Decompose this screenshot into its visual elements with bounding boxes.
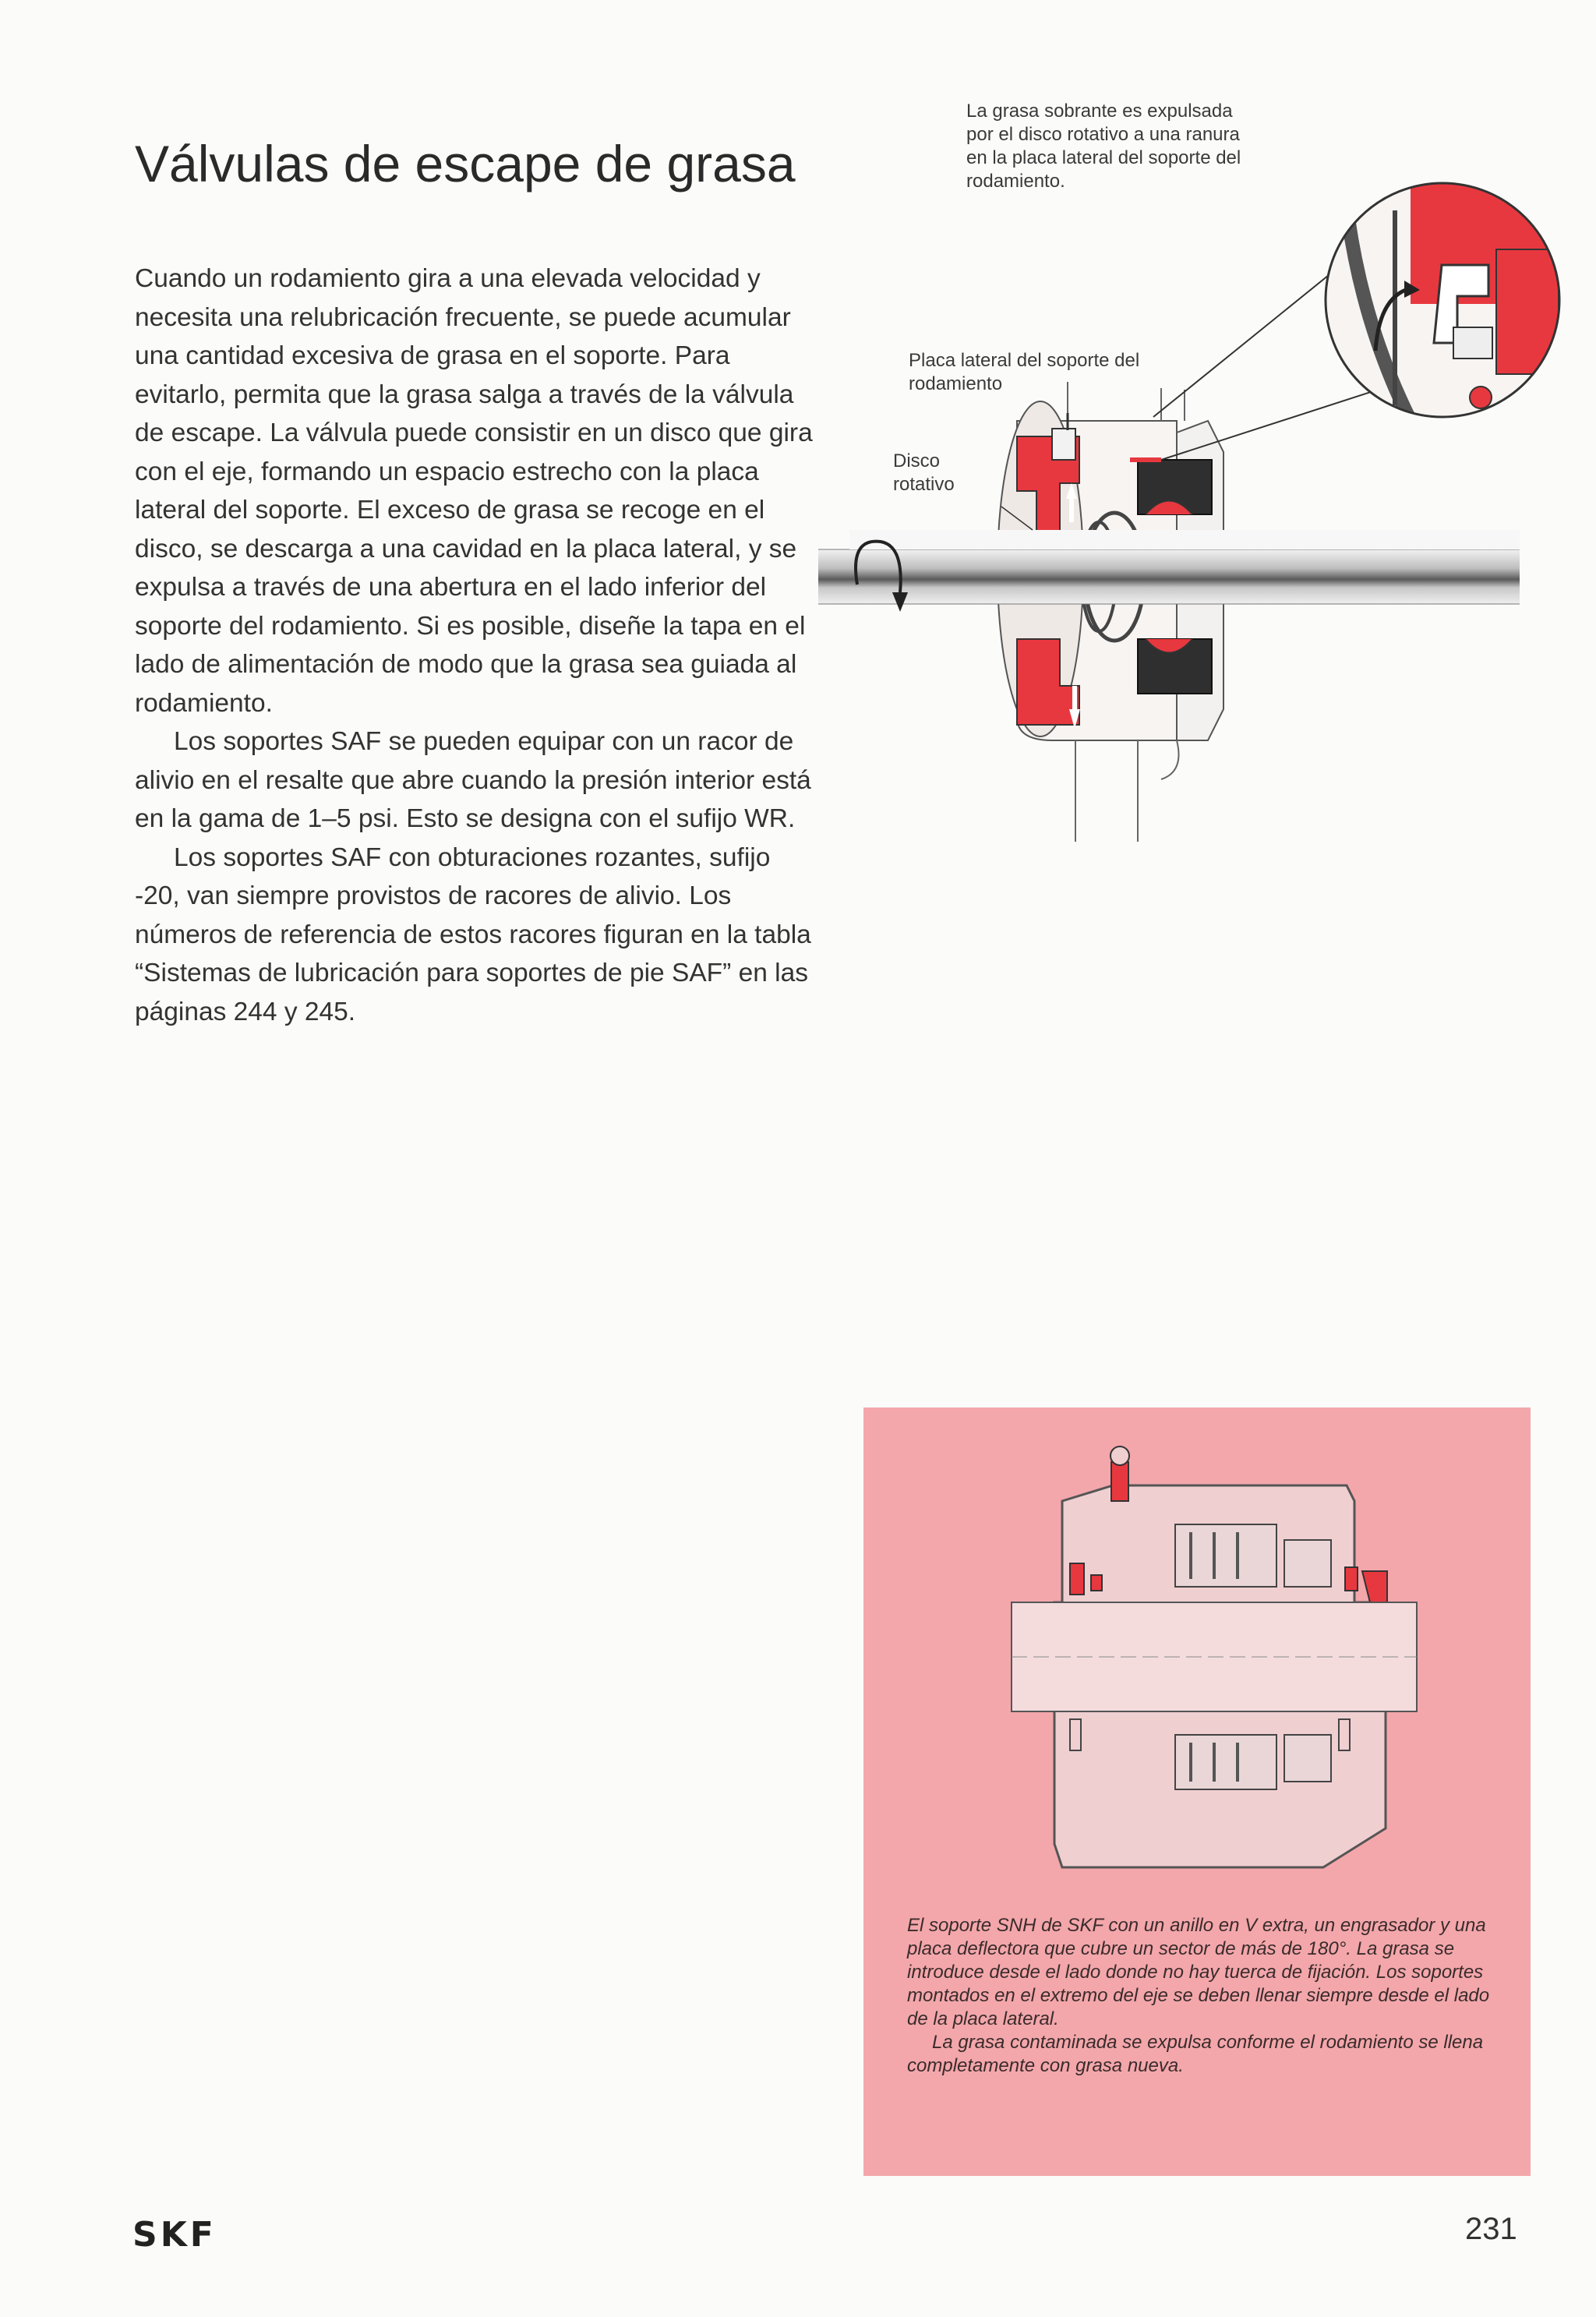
- figure-caption: [907, 1914, 1499, 2078]
- snh-housing-drawing: [863, 1408, 1531, 1906]
- callout-rotating-disc: Disco rotativo: [893, 450, 955, 495]
- body-paragraph-1: Cuando un rodamiento gira a una elevada velocidad y necesita una relubricación frecuente, se puede acumular una cantidad excesiva de grasa en el soporte. Para evitarlo, permita que la grasa salga a través de la válvula de escape. La válvula puede consistir en un disco que gira con el eje, formando un espacio estrecho con la placa lateral del soporte. El exceso de grasa se recoge en el disco, se descarga a una cavidad en la placa lateral, y se expulsa a través de una abertura en el lado inferior del soporte del rodamiento. Si es posible, diseñe la tapa en el lado de alimentación de modo que la grasa sea guiada al rodamiento.: [135, 264, 813, 718]
- caption-paragraph-2: La grasa contaminada se expulsa conforme el rodamiento se llena completamente con grasa nueva.: [907, 2032, 1484, 2076]
- body-text: [135, 260, 813, 1031]
- body-paragraph-2: Los soportes SAF se pueden equipar con un racor de alivio en el resalte que abre cuando la presión interior está en la gama de 1–5 psi. Esto se designa con el sufijo WR.: [135, 727, 811, 833]
- page-title: Válvulas de escape de grasa: [135, 135, 796, 192]
- skf-logo: SKF: [132, 2215, 217, 2255]
- caption-paragraph-1: El soporte SNH de SKF con un anillo en V extra, un engrasador y una placa deflectora que cubre un sector de más de 180°. La grasa se introduce desde el lado donde no hay tuerca de fijación. Los soportes montados en el extremo del eje se deben llenar siempre desde el lado de la placa lateral.: [907, 1915, 1490, 2029]
- page-number: 231: [1465, 2212, 1517, 2246]
- body-paragraph-3: Los soportes SAF con obturaciones rozantes, sufijo -20, van siempre provistos de racores de alivio. Los números de referencia de estos racores figuran en la tabla “Sistemas de lubricación para soportes de pie SAF” en las páginas 244 y 245.: [135, 842, 811, 1026]
- callout-side-plate: Placa lateral del soporte del rodamiento: [909, 350, 1140, 394]
- snh-housing-panel: [863, 1408, 1531, 2176]
- callout-grease-expelled: La grasa sobrante es expulsada por el disco rotativo a una ranura en la placa lateral del soporte del rodamiento.: [966, 101, 1241, 192]
